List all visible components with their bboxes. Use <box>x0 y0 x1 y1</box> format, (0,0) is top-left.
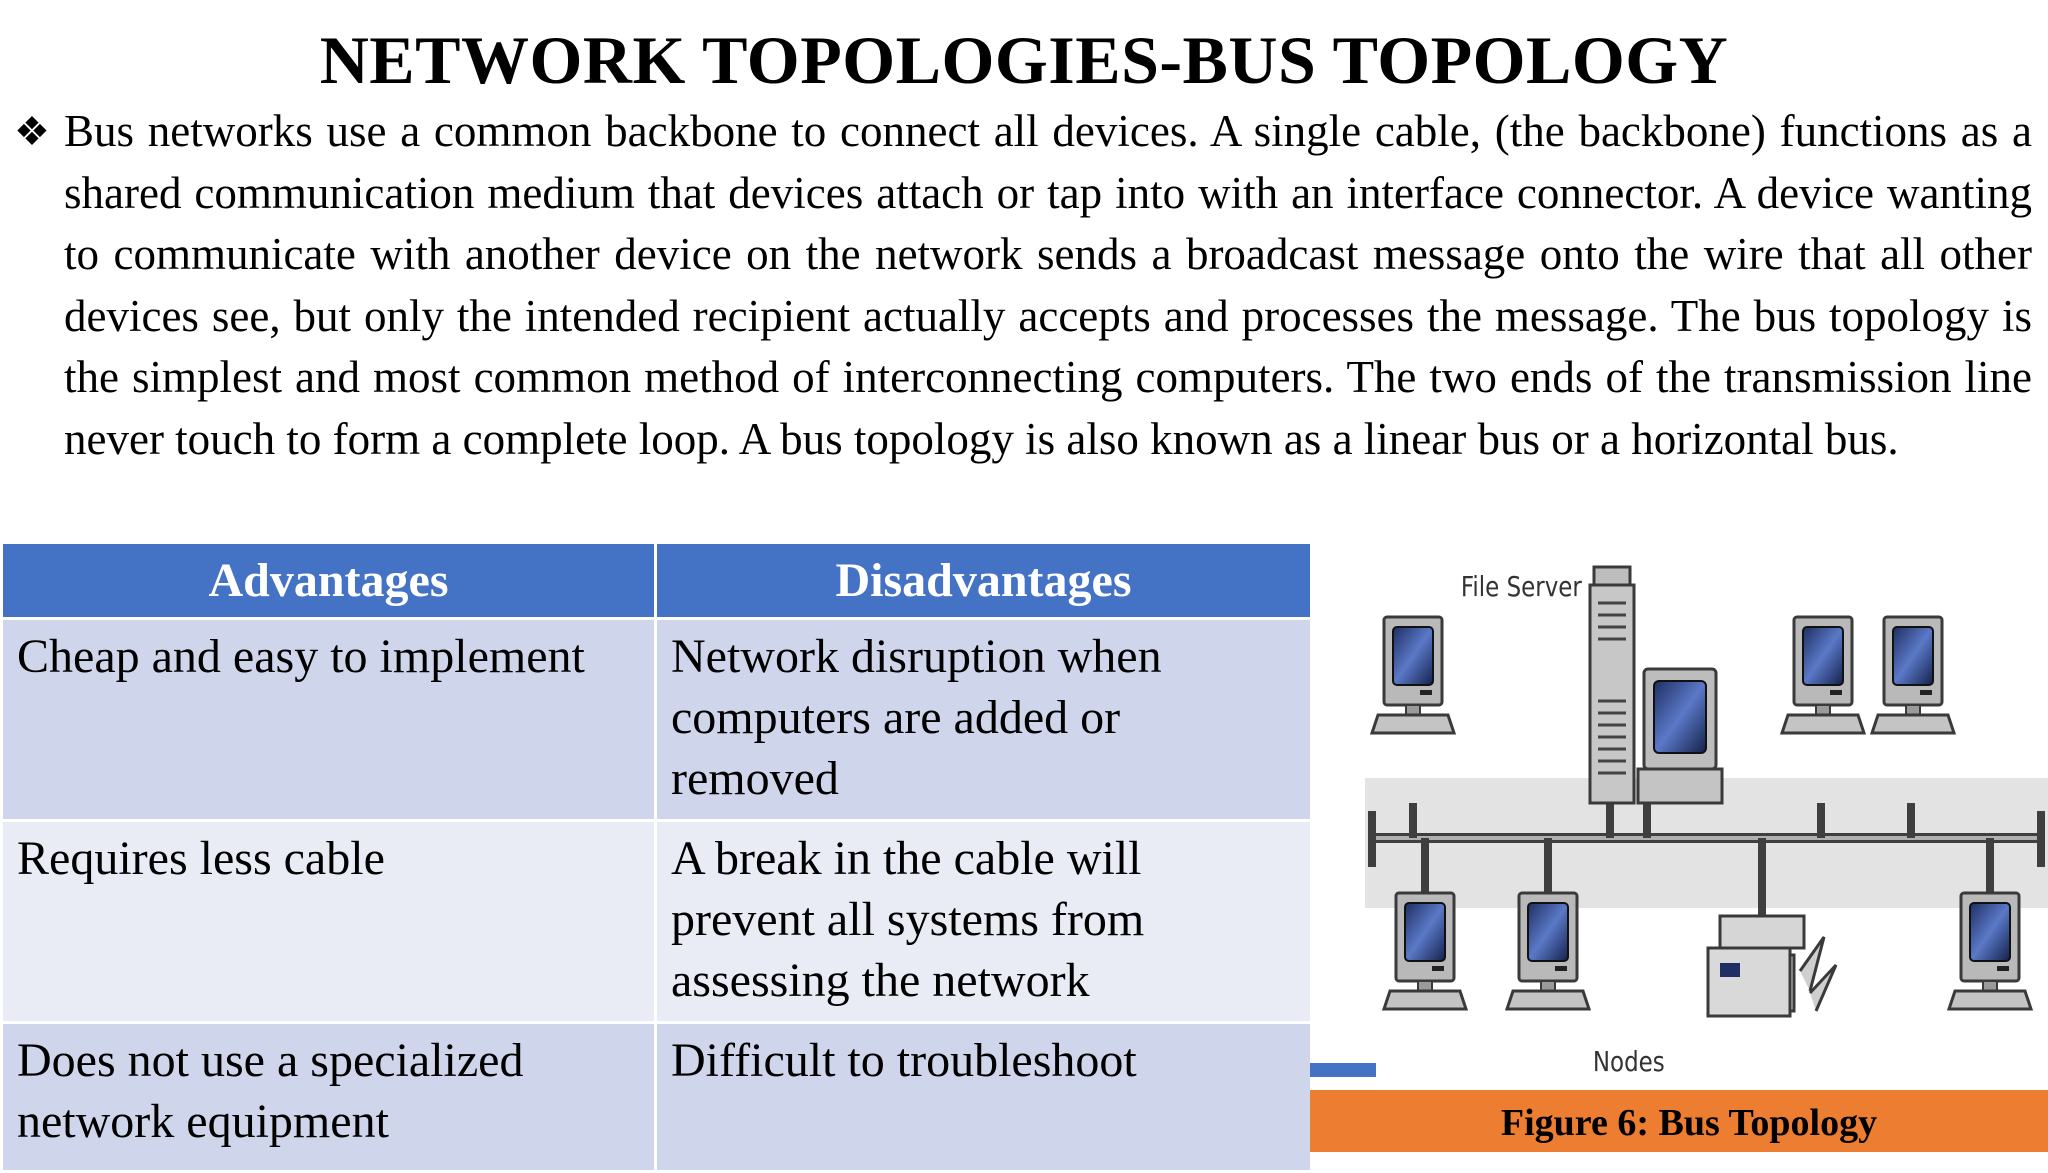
advantage-cell: Requires less cable <box>2 821 656 1023</box>
figure-caption: Figure 6: Bus Topology <box>1500 1102 1878 1144</box>
printer-icon <box>1708 916 1836 1016</box>
disadvantage-cell: Network disruption when computers are added or removed <box>656 619 1312 821</box>
disadvantages-header: Disadvantages <box>656 543 1312 619</box>
bus-terminator-right <box>2037 811 2045 867</box>
bus-topology-diagram <box>1310 541 2048 1152</box>
accent-stub <box>1310 1063 1376 1077</box>
file-server-icon <box>1590 567 1634 803</box>
table-row <box>2 619 1312 821</box>
bus-topology-figure <box>1310 541 2048 1152</box>
table-row <box>2 1023 1312 1172</box>
bus-topology-description: Bus networks use a common backbone to connect all devices. A single cable, (the backbone) functions as a shared communication medium that devices attach or tap into with an interface connector. A device wanting to communicate with another device on the network sends a broadcast message onto the wire that all other devices see, but only the intended recipient actually accepts and processes the message. The bus topology is the simplest and most common method of interconnecting computers. The two ends of the transmission line never touch to form a complete loop. A bus topology is also known as a linear bus or a horizontal bus. <box>64 106 2032 464</box>
nodes-label: Nodes <box>1592 1045 1665 1079</box>
advantages-disadvantages-table <box>0 541 1313 1173</box>
disadvantage-cell: A break in the cable will prevent all systems from assessing the network <box>656 821 1312 1023</box>
file-server-label: File Server <box>1460 570 1582 604</box>
advantages-header: Advantages <box>2 543 656 619</box>
server-monitor-icon <box>1638 669 1722 803</box>
slide-title: NETWORK TOPOLOGIES-BUS TOPOLOGY <box>319 22 1729 98</box>
computer-icon <box>1507 893 1589 1009</box>
bus-terminator-left <box>1368 811 1376 867</box>
disadvantage-cell: Difficult to troubleshoot <box>656 1023 1312 1172</box>
diamond-bullet-icon: ❖ <box>14 109 50 154</box>
computer-icon <box>1949 893 2031 1009</box>
table-row <box>2 821 1312 1023</box>
computer-icon <box>1384 893 1466 1009</box>
computer-icon <box>1872 617 1954 733</box>
advantage-cell: Does not use a specialized network equipment <box>2 1023 656 1172</box>
computer-icon <box>1372 617 1454 733</box>
computer-icon <box>1782 617 1864 733</box>
advantage-cell: Cheap and easy to implement <box>2 619 656 821</box>
table-header-row <box>2 543 1312 619</box>
